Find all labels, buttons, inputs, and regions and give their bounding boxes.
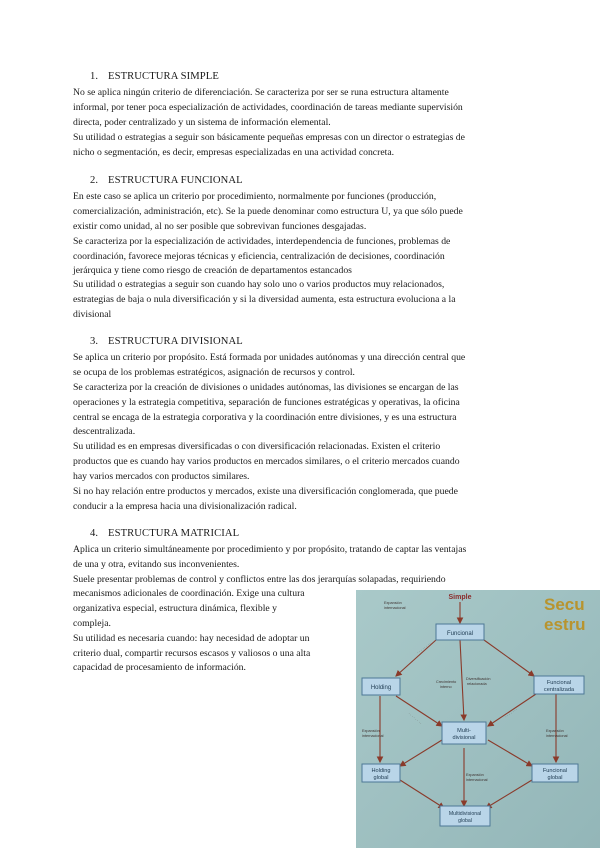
section-number: 2. bbox=[90, 175, 99, 186]
annotation-mark: · · · · · · · · bbox=[416, 641, 432, 655]
section-title: ESTRUCTURA FUNCIONAL bbox=[108, 175, 243, 186]
paragraph-line: coordinación, favorece mejoras técnicas y eficiencia, centralización de decisiones, coordinación bbox=[73, 251, 445, 262]
node-multidivisional-global-box bbox=[440, 806, 490, 826]
label-expansion-4a: Expansión bbox=[384, 601, 402, 605]
paragraph-line: operaciones y la estrategia competitiva, separación de funciones estratégicas y operativas, la oficina bbox=[73, 397, 460, 408]
node-funcional-global-2: global bbox=[547, 775, 563, 781]
paragraph-line: capacidad de procesamiento de información. bbox=[73, 662, 246, 673]
paragraph-line: directa, poder centralizado y un sistema de información elemental. bbox=[73, 117, 331, 128]
section-heading-divisional bbox=[90, 336, 243, 347]
node-funcional-global-box bbox=[532, 764, 578, 782]
paragraph-line: Su utilidad o estrategias a seguir son cuando hay solo uno o varios productos muy relacionados, bbox=[73, 279, 445, 290]
paragraph-line: No se aplica ningún criterio de diferenciación. Se caracteriza por ser se runa estructura altamente bbox=[73, 87, 449, 98]
node-holding: Holding bbox=[370, 685, 392, 691]
paragraph-line: conducir a la empresa hacia una divisionalización radical. bbox=[73, 501, 297, 512]
section-title: ESTRUCTURA MATRICIAL bbox=[108, 528, 240, 539]
paragraph-line: Se caracteriza por la creación de divisiones o unidades autónomas, las divisiones se encargan de las bbox=[73, 382, 459, 393]
section-number: 3. bbox=[90, 336, 99, 347]
node-funcional-centralizada-2: centralizada bbox=[543, 687, 575, 693]
paragraph-line: se ocupa de los problemas estratégicos, asignación de recursos y control. bbox=[73, 367, 355, 378]
node-simple: Simple bbox=[448, 594, 472, 601]
paragraph-line: estrategias de baja o nula diversificación y si la diversidad aumenta, esta estructura evoluciona a la bbox=[73, 294, 456, 305]
paragraph-line: hay varios mercados con productos similares. bbox=[73, 471, 250, 482]
paragraph-line: compleja. bbox=[73, 618, 111, 629]
section-title: ESTRUCTURA DIVISIONAL bbox=[108, 336, 243, 347]
section-number: 4. bbox=[90, 528, 99, 539]
paragraph-line: Su utilidad es en empresas diversificadas o con diversificación relacionadas. Existen el criterio bbox=[73, 441, 441, 452]
node-holding-global-1: Holding bbox=[371, 768, 391, 774]
paragraph-line: productos que es cuando hay varios productos en mercados similares, o el criterio mercados cuando bbox=[73, 456, 460, 467]
paragraph-line: divisional bbox=[73, 309, 112, 320]
paragraph-line: Su utilidad es necesaria cuando: hay necesidad de adoptar un bbox=[73, 633, 310, 644]
label-expansion-1b: internacional bbox=[362, 734, 384, 738]
annotation-mark: · · · · · · · · bbox=[495, 647, 512, 661]
structure-evolution-figure bbox=[356, 590, 600, 848]
node-multidivisional-global-2: global bbox=[458, 818, 472, 824]
section-title: ESTRUCTURA SIMPLE bbox=[108, 71, 219, 82]
label-expansion-2b: internacional bbox=[546, 734, 568, 738]
label-expansion-3b: internacional bbox=[466, 778, 488, 782]
node-funcional-global-1: Funcional bbox=[542, 768, 568, 774]
paragraph-line: Se aplica un criterio por propósito. Está formada por unidades autónomas y una dirección central que bbox=[73, 352, 466, 363]
paragraph-line: Se caracteriza por la especialización de actividades, interdependencia de funciones, problemas de bbox=[73, 236, 451, 247]
label-expansion-1a: Expansión bbox=[362, 729, 380, 733]
paragraph-line: Si no hay relación entre productos y mercados, existe una diversificación conglomerada, que puede bbox=[73, 486, 458, 497]
label-expansion-2a: Expansión bbox=[546, 729, 564, 733]
node-holding-global-2: global bbox=[373, 775, 389, 781]
node-funcional: Funcional bbox=[446, 631, 474, 637]
paragraph-line: descentralizada. bbox=[73, 426, 136, 437]
paragraph-line: existir como unidad, al no ser posible que sobrevivan funciones desgajadas. bbox=[73, 221, 367, 232]
paragraph-line: Su utilidad o estrategias a seguir son básicamente pequeñas empresas con un director o estrategias de bbox=[73, 132, 465, 143]
label-crecimiento-2: interno bbox=[440, 685, 452, 689]
node-funcional-centralizada-1: Funcional bbox=[546, 680, 572, 686]
section-heading-funcional bbox=[90, 175, 243, 186]
node-holding-box bbox=[362, 678, 400, 695]
node-multidivisional-1: Multi- bbox=[457, 728, 471, 734]
label-expansion-4b: internacional bbox=[384, 606, 406, 610]
annotation-mark: · · · · · · · · bbox=[407, 711, 423, 726]
node-holding-global-box bbox=[362, 764, 400, 782]
label-crecimiento-1: Crecimiento bbox=[436, 680, 457, 684]
paragraph-line: criterio dual, compartir recursos escasos y valiosos o una alta bbox=[73, 648, 311, 659]
node-funcional-box bbox=[436, 624, 484, 640]
label-diversificacion-2: relacionada bbox=[467, 682, 487, 686]
figure-title-line-1: Secu bbox=[544, 595, 585, 614]
paragraph-line: organizativa especial, estructura dinámica, flexible y bbox=[73, 603, 277, 614]
node-multidivisional-global-1: Multidivisional bbox=[448, 811, 482, 817]
section-heading-simple bbox=[90, 71, 219, 82]
paragraph-line: de una y otra, evitando sus inconvenientes. bbox=[73, 559, 240, 570]
node-funcional-centralizada-box bbox=[534, 676, 584, 694]
node-multidivisional-box bbox=[442, 722, 486, 744]
annotation-mark: · · · · · · · bbox=[504, 707, 519, 719]
label-diversificacion-1: Diversificación bbox=[466, 677, 491, 681]
paragraph-line: comercialización, administración, etc). Se la puede denominar como estructura U, ya que sólo puede bbox=[73, 206, 463, 217]
node-multidivisional-2: divisional bbox=[452, 735, 476, 741]
paragraph-line: central se encaga de la estrategia corporativa y la coordinación entre divisiones, y es una estructura bbox=[73, 412, 457, 423]
section-heading-matricial bbox=[90, 528, 239, 539]
paragraph-line: jerárquica y tiene como riesgo de creación de departamentos estancados bbox=[73, 265, 352, 276]
section-number: 1. bbox=[90, 71, 99, 82]
paragraph-line: mecanismos adicionales de coordinación. Exige una cultura bbox=[73, 588, 305, 599]
structure-diagram bbox=[356, 590, 600, 848]
paragraph-line: nicho o segmentación, es decir, empresas especializadas en una actividad concreta. bbox=[73, 147, 395, 158]
paragraph-line: informal, por tener poca especialización de actividades, coordinación de tareas mediante supervisión bbox=[73, 102, 463, 113]
paragraph-line: Suele presentar problemas de control y conflictos entre las dos jerarquías solapadas, requiriendo bbox=[73, 574, 446, 585]
paragraph-line: En este caso se aplica un criterio por procedimiento, normalmente por funciones (producción, bbox=[73, 191, 437, 202]
figure-title-line-2: estru bbox=[544, 615, 586, 634]
paragraph-line: Aplica un criterio simultáneamente por procedimiento y por propósito, tratando de captar las ventajas bbox=[73, 544, 467, 555]
label-expansion-3a: Expansión bbox=[466, 773, 484, 777]
